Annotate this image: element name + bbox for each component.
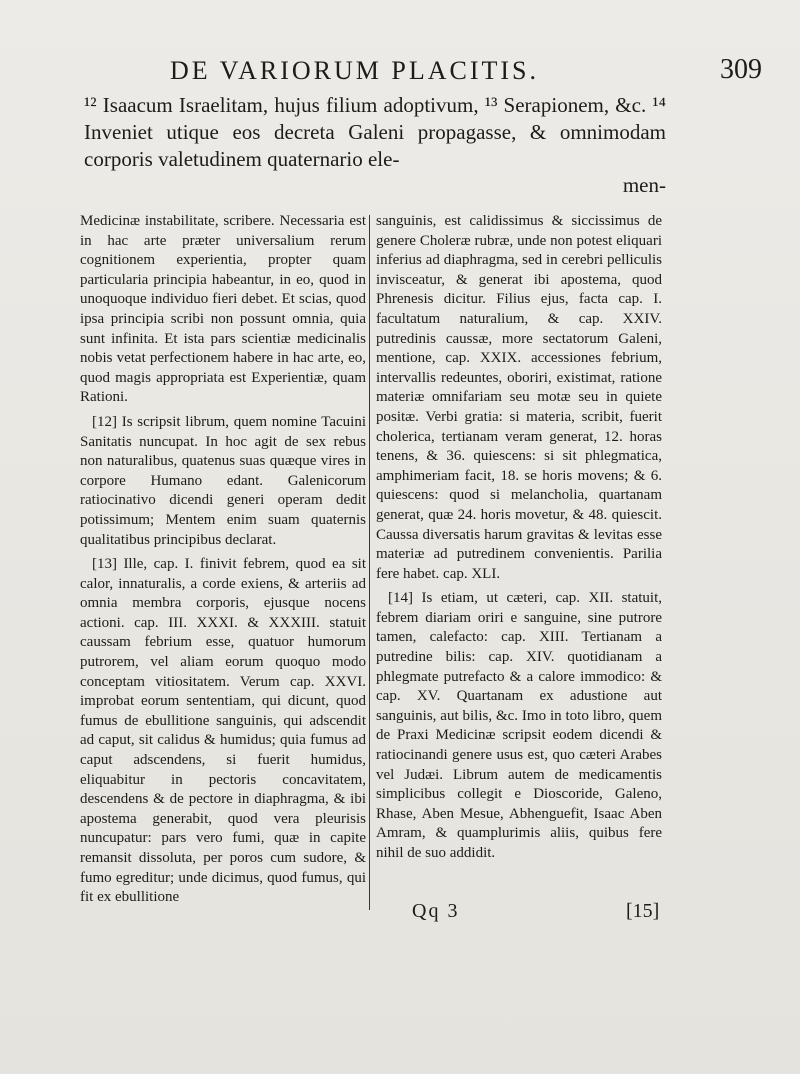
intro-paragraph: ¹² Isaacum Israelitam, hujus filium adoptivum, ¹³ Serapionem, &c. ¹⁴ Inveniet utique eos decreta Galeni propagasse, & omnimodam corporis valetudinem quaternario ele-	[84, 93, 666, 171]
right-paragraph-2: [14] Is etiam, ut cæteri, cap. XII. statuit, febrem diariam oriri e sanguine, sine putrore tamen, calefacto: cap. XIII. Tertianam a putredine bilis: cap. XIV. quotidianam a phlegmate putrefacto & a calore immodico: & cap. XV. Quartanam ex adustione aut sanguinis, aut bilis, &c. Imo in toto libro, quem de Praxi Medicinæ scripsit eodem dicendi & ratiocinandi genere usus est, quo cæteri Arabes vel Judæi. Librum autem de medicamentis simplicibus collegit e Dioscoride, Galeno, Rhase, Aben Mesue, Abhenguefit, Isaac Aben Amram, & quamplurimis aliis, quibus fere nihil de suo addidit.	[376, 590, 662, 861]
left-column	[80, 212, 366, 913]
page-footer	[0, 900, 800, 930]
page-header	[170, 52, 770, 92]
right-paragraph-1: sanguinis, est calidissimus & siccissimus de genere Choleræ rubræ, unde non potest eliquari inferius ad diaphragma, sed in cerebri pelliculis invisceatur, & generat ibi apostema, quod Phrenesis dicitur. Filius ejus, facta cap. I. facultatum naturalium, & cap. XXIV. putredinis caussæ, more sectatorum Galeni, mentione, cap. XXIX. accessiones febrium, intervallis redeuntes, oboriri, existimat, ratione materiæ omnifariam seu motæ seu in quiete positæ. Verbi gratia: si materia, scribit, fuerit cholerica, tertianam veram generat, 12. horas tenens, & 36. quiescens: si sit phlegmatica, amphimeriam facit, 18. se horis movens; & 6. quiescens: quod si melancholia, quartanam generat, quæ 24. horis movetur, & 48. quiescit. Caussa diversatis harum gravitas & levitas esse materiæ ad putredinem convenientis. Parilia fere habet. cap. XLI.	[376, 213, 662, 582]
page-number: 309	[720, 54, 762, 85]
left-paragraph-3: [13] Ille, cap. I. finivit febrem, quod ea sit calor, innaturalis, a corde exiens, & arteriis ad omnia membra corporis, ejusque nocens actioni. cap. III. XXXI. & XXXIII. statuit caussam febrium esse, quatuor humorum putrorem, vel aliam eorum quoquo modo conceptam vitiositatem. Verum cap. XXVI. improbat eorum sententiam, qui dicunt, quod fumus de ebullitione sanguinis, qui adscendit ad caput, sit calidus & humidus; quia fumus ad caput adscendens, si fuerit humidus, eliquabitur in pectoris concavitatem, descendens & de pectore in diaphragma, & ibi apostema generabit, quod vera pleurisis nuncupatur: pars vero fumi, quæ in capite remansit dissoluta, per poros cum sudore, & fumo egreditur; unde dicimus, quod fumus, qui fit ex ebullitione	[80, 556, 366, 906]
column-divider	[369, 215, 370, 910]
signature-mark: Qq 3	[412, 900, 460, 922]
left-paragraph-1: Medicinæ instabilitate, scribere. Necessaria est in hac arte præter universalium rerum cognitionem experientia, propter quam particularia principia habeantur, in eo, quod in unoquoque individuo fieri debet. Et scias, quod ipsa principia scribi non possunt omnia, quia sunt infinita. Et ista pars scientiæ medicinalis nobis vetat perfectionem habere in hac arte, eo, quod magis appropriata est Experientiæ, quam Rationi.	[80, 213, 366, 406]
intro-continuation: men-	[622, 173, 666, 197]
running-title: DE VARIORUM PLACITIS.	[170, 56, 540, 85]
catchword: [15]	[626, 900, 660, 922]
right-column	[376, 212, 662, 869]
left-paragraph-2: [12] Is scripsit librum, quem nomine Tacuini Sanitatis nuncupat. In hoc agit de sex rebus non naturalibus, quatenus suas quæque vires in corpore Humano edant. Galenicorum ratiocinativo dicendi generi operam dedit potissimum; Mentem enim suam quaternis qualitatibus principibus declarat.	[80, 413, 366, 548]
